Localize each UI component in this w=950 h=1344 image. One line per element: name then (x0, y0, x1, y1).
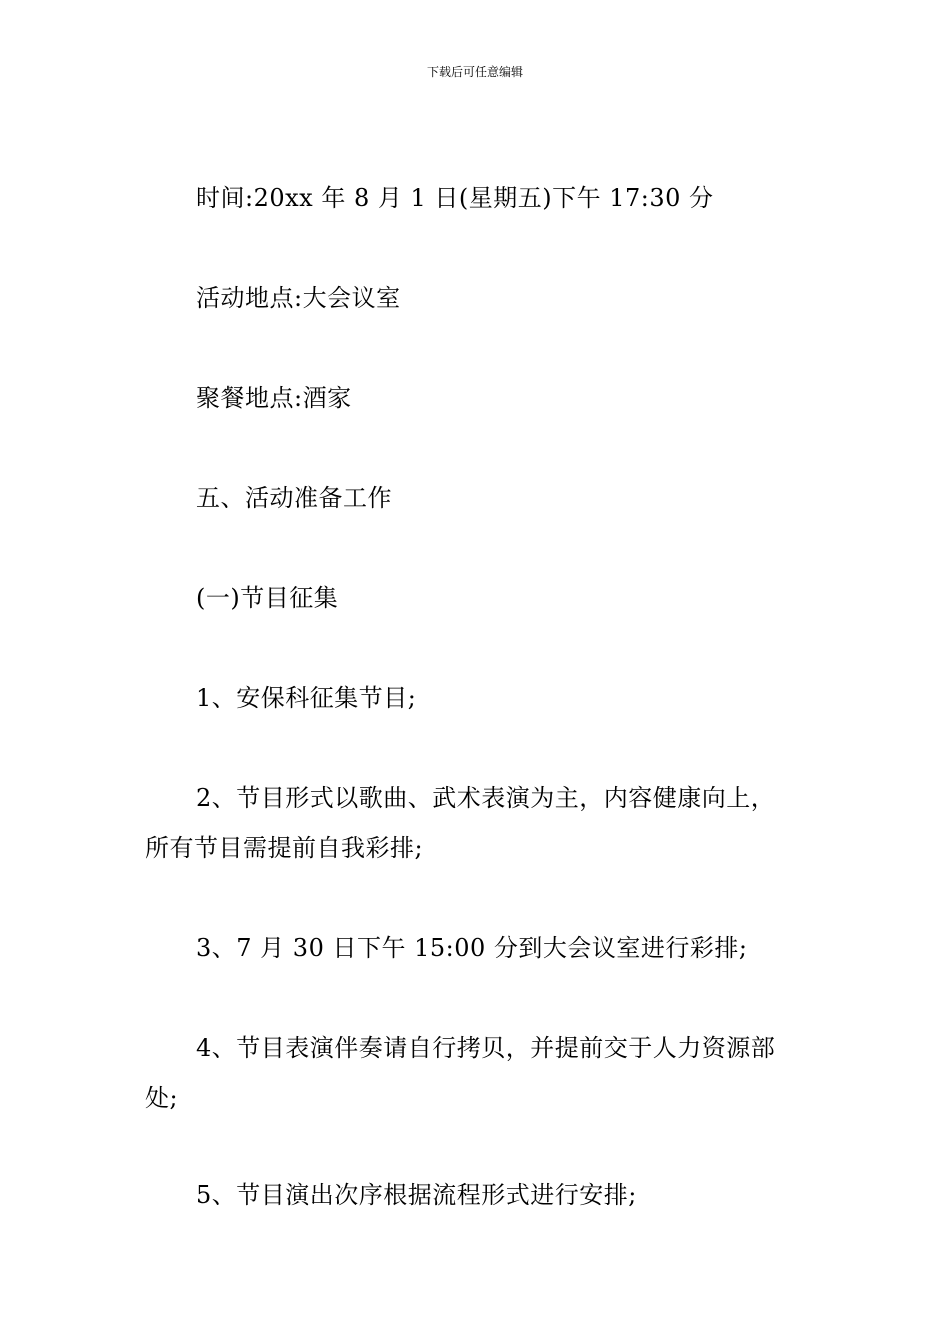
list-item-5: 5、节目演出次序根据流程形式进行安排; (196, 1181, 637, 1209)
list-item-4-line-1: 4、节目表演伴奏请自行拷贝，并提前交于人力资源部 (196, 1034, 776, 1062)
list-item-2-line-2: 所有节目需提前自我彩排; (145, 834, 424, 862)
list-item-2-line-1: 2、节目形式以歌曲、武术表演为主，内容健康向上， (196, 784, 776, 812)
page-header: 下载后可任意编辑 (426, 65, 523, 79)
paragraph-time: 时间:20xx 年 8 月 1 日(星期五)下午 17:30 分 (196, 184, 714, 212)
paragraph-activity-location: 活动地点:大会议室 (196, 284, 401, 312)
list-item-4-line-2: 处; (145, 1084, 179, 1112)
section-heading-preparation: 五、活动准备工作 (196, 484, 392, 512)
paragraph-dinner-location: 聚餐地点:酒家 (196, 384, 352, 412)
subsection-heading-program-collection: (一)节目征集 (196, 584, 339, 612)
list-item-1: 1、安保科征集节目; (196, 684, 417, 712)
list-item-3: 3、7 月 30 日下午 15:00 分到大会议室进行彩排; (196, 934, 748, 962)
